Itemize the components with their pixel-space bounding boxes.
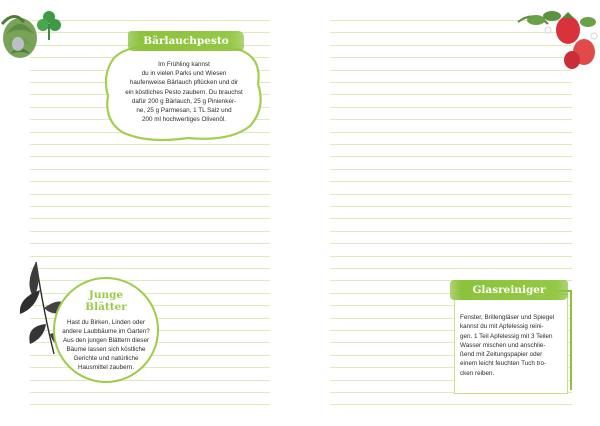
text-line: Hausmittel zaubern. xyxy=(78,364,134,372)
ruled-line xyxy=(30,169,270,170)
glass-title-banner: Glasreiniger xyxy=(450,280,568,300)
text-line: Hast du Birken, Linden oder xyxy=(66,319,146,326)
pesto-body-text xyxy=(116,60,252,124)
text-line: gen. 1 Teil Apfelessig mit 3 Teilen xyxy=(460,332,553,340)
ruled-line xyxy=(30,392,270,393)
ruled-line xyxy=(330,243,572,244)
ruled-line xyxy=(30,20,270,21)
text-line: Wasser mischen und anschlie- xyxy=(460,341,546,349)
ruled-line xyxy=(30,181,270,182)
ruled-line xyxy=(330,404,572,405)
ruled-line xyxy=(330,119,572,120)
ruled-line xyxy=(30,206,270,207)
text-line: Fenster, Brillengläser und Spiegel xyxy=(460,314,555,321)
text-line: 200 ml hochwertiges Olivenöl. xyxy=(142,116,226,124)
ruled-line xyxy=(30,218,270,219)
leaves-body-text xyxy=(60,318,152,373)
text-line: Im Frühling kannst xyxy=(158,61,210,68)
leaves-title xyxy=(60,289,152,313)
ruled-line xyxy=(330,94,572,95)
text-line: ein köstliches Pesto zaubern. Du brauchst xyxy=(125,88,243,96)
ruled-line xyxy=(30,231,270,232)
ruled-line xyxy=(330,194,572,195)
text-line: Junge xyxy=(88,289,124,301)
ruled-line xyxy=(330,82,572,83)
clover-icon xyxy=(34,8,64,42)
ruled-line xyxy=(30,380,270,381)
ruled-line xyxy=(330,268,572,269)
ruled-line xyxy=(30,194,270,195)
text-line: haufenweise Bärlauch pflücken und dir xyxy=(129,79,239,87)
text-line: dafür 200 g Bärlauch, 25 g Pinienker- xyxy=(131,97,237,105)
ruled-line xyxy=(330,169,572,170)
ruled-line xyxy=(30,404,270,405)
text-line: einem leicht feuchten Tuch tro- xyxy=(460,360,547,368)
ruled-line xyxy=(330,107,572,108)
ruled-line xyxy=(330,206,572,207)
ruled-line xyxy=(30,243,270,244)
glass-body-text xyxy=(460,313,563,378)
text-line: andere Laubbäume im Garten? xyxy=(62,328,150,336)
text-line: ßend mit Zeitungspapier oder xyxy=(460,351,543,359)
pesto-title-banner: Bärlauchpesto xyxy=(128,31,244,51)
text-line: ne, 25 g Parmesan, 1 TL Salz und xyxy=(136,107,232,115)
text-line: cken reiben. xyxy=(460,369,495,377)
text-line: Blätter xyxy=(85,301,127,313)
ruled-line xyxy=(330,256,572,257)
ruled-line xyxy=(330,132,572,133)
ruled-line xyxy=(30,144,270,145)
text-line: Gerichte und natürliche xyxy=(73,355,139,363)
text-line: du in vielen Parks und Wiesen xyxy=(141,70,227,78)
text-line: Aus den jungen Blättern dieser xyxy=(62,337,150,345)
ruled-line xyxy=(330,218,572,219)
ruled-line xyxy=(330,156,572,157)
text-line: kannst du mit Apfelessig reini- xyxy=(460,323,544,331)
text-line: Bäume lassen sich köstliche xyxy=(66,346,146,354)
ruled-line xyxy=(330,231,572,232)
ruled-line xyxy=(330,181,572,182)
ruled-line xyxy=(330,144,572,145)
strawberry-illustration xyxy=(514,4,600,76)
ruled-line xyxy=(30,156,270,157)
